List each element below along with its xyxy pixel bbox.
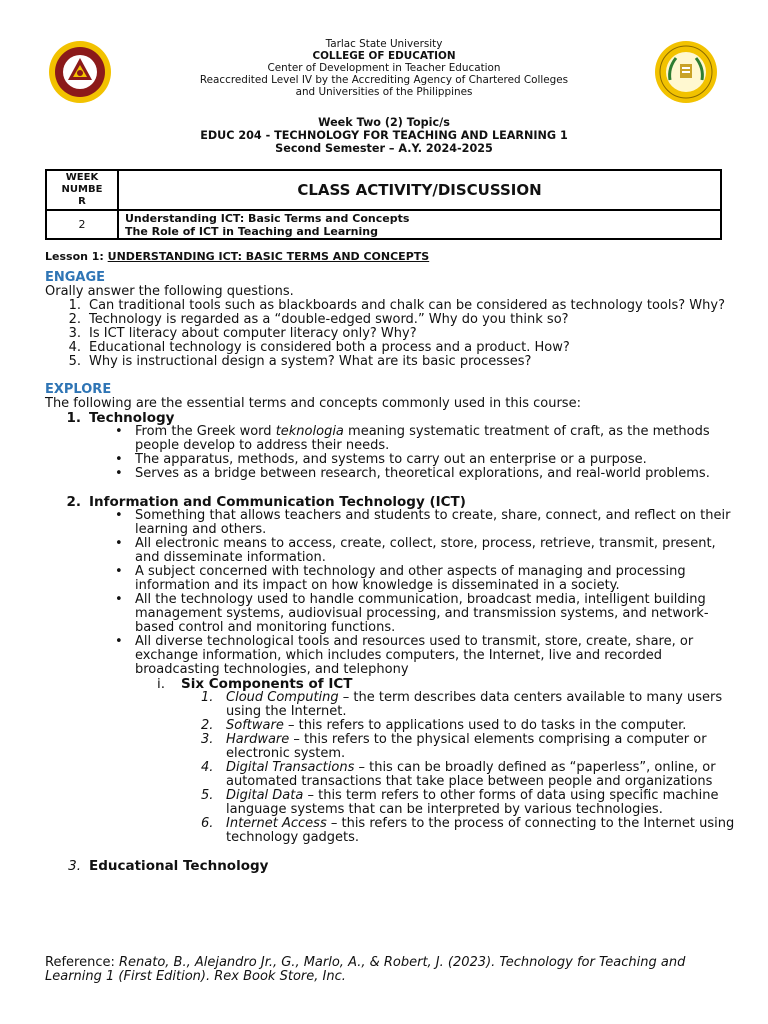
activity-table — [45, 169, 722, 240]
list-item: • A subject concerned with technology and other aspects of managing and processing information and its impact on how knowledge is disseminated in a society. — [115, 564, 686, 593]
list-item: 4. Educational technology is considered both a process and a product. How? — [68, 340, 570, 355]
topics-cell — [118, 210, 721, 239]
list-item: 2. Software – this refers to applications used to do tasks in the computer. — [201, 718, 687, 733]
table-row — [46, 210, 721, 239]
university-seal-logo — [48, 40, 108, 100]
list-item: 2. Technology is regarded as a “double-edged sword.” Why do you think so? — [68, 312, 569, 327]
lesson-title: Lesson 1: UNDERSTANDING ICT: BASIC TERMS AND CONCEPTS — [45, 250, 430, 263]
week-topics: Week Two (2) Topic/s — [318, 116, 450, 129]
topic-1: Understanding ICT: Basic Terms and Concepts — [125, 211, 410, 225]
college-seal-logo — [654, 40, 714, 100]
term-educational-technology: 3. Educational Technology — [68, 858, 269, 874]
list-item: 3. Hardware – this refers to the physical elements comprising a computer or electronic system. — [201, 732, 707, 761]
list-item: 3. Is ICT literacy about computer literacy only? Why? — [68, 326, 417, 341]
list-item: • All diverse technological tools and resources used to transmit, store, create, share, or exchange information, which includes computers, the Internet, live and recorded broadcasting technologies, and telephony — [115, 634, 694, 677]
college-name: COLLEGE OF EDUCATION — [312, 50, 456, 62]
course-header — [150, 116, 618, 155]
university-name: Tarlac State University — [325, 38, 443, 50]
engage-intro: Orally answer the following questions. — [45, 284, 294, 299]
table-header-row — [46, 170, 721, 210]
reference: Reference: Renato, B., Alejandro Jr., G., Marlo, A., & Robert, J. (2023). Technology for Teaching and Learning 1 (First Edition). Rex Book Store, Inc. — [45, 955, 686, 984]
list-item: 1. Cloud Computing – the term describes data centers available to many users using the Internet. — [201, 690, 723, 719]
accreditation-line-2: and Universities of the Philippines — [295, 86, 473, 98]
list-item: 6. Internet Access – this refers to the process of connecting to the Internet using technology gadgets. — [201, 816, 735, 845]
accreditation-line-1: Reaccredited Level IV by the Accrediting Agency of Chartered Colleges — [199, 74, 569, 86]
term-ict: 2. Information and Communication Technology (ICT) — [66, 494, 466, 510]
engage-questions — [45, 299, 735, 369]
list-item: • Serves as a bridge between research, theoretical explorations, and real-world problems. — [115, 466, 710, 481]
semester: Second Semester – A.Y. 2024-2025 — [275, 142, 493, 155]
list-item: 5. Why is instructional design a system? What are its basic processes? — [68, 354, 532, 369]
term-technology: 1. Technology — [66, 410, 175, 426]
institution-header — [150, 38, 618, 98]
class-activity-header: CLASS ACTIVITY/DISCUSSION — [118, 170, 721, 210]
center-line: Center of Development in Teacher Education — [267, 62, 501, 74]
engage-heading: ENGAGE — [45, 270, 106, 285]
list-item: • From the Greek word teknologia meaning systematic treatment of craft, as the methods people develop to address their needs. — [115, 424, 710, 453]
list-item: • All electronic means to access, create, collect, store, process, retrieve, transmit, present, and disseminate information. — [115, 536, 716, 565]
list-item: 1. Can traditional tools such as blackboards and chalk can be considered as technology tools? Why? — [68, 298, 725, 313]
list-item: 4. Digital Transactions – this can be broadly defined as “paperless”, online, or automated transactions that take place between people and organizations — [201, 760, 716, 789]
topic-2: The Role of ICT in Teaching and Learning — [125, 224, 378, 238]
explore-heading: EXPLORE — [45, 382, 112, 397]
course-title: EDUC 204 - TECHNOLOGY FOR TEACHING AND LEARNING 1 — [200, 129, 568, 142]
explore-intro: The following are the essential terms and concepts commonly used in this course: — [45, 396, 581, 411]
list-item: • The apparatus, methods, and systems to carry out an enterprise or a purpose. — [115, 452, 647, 467]
week-number-cell: 2 — [46, 210, 118, 239]
list-item: • Something that allows teachers and students to create, share, connect, and reflect on their learning and others. — [115, 508, 731, 537]
list-item: 5. Digital Data – this term refers to other forms of data using specific machine language systems that can be interpreted by various technologies. — [201, 788, 719, 817]
six-components-heading: i. Six Components of ICT — [157, 676, 353, 692]
week-number-header: WEEK NUMBE R — [46, 170, 118, 210]
list-item: • All the technology used to handle communication, broadcast media, intelligent building management systems, audiovisual processing, and transmission systems, and network-based control and monitoring functions. — [115, 592, 709, 635]
document-body — [45, 250, 735, 873]
